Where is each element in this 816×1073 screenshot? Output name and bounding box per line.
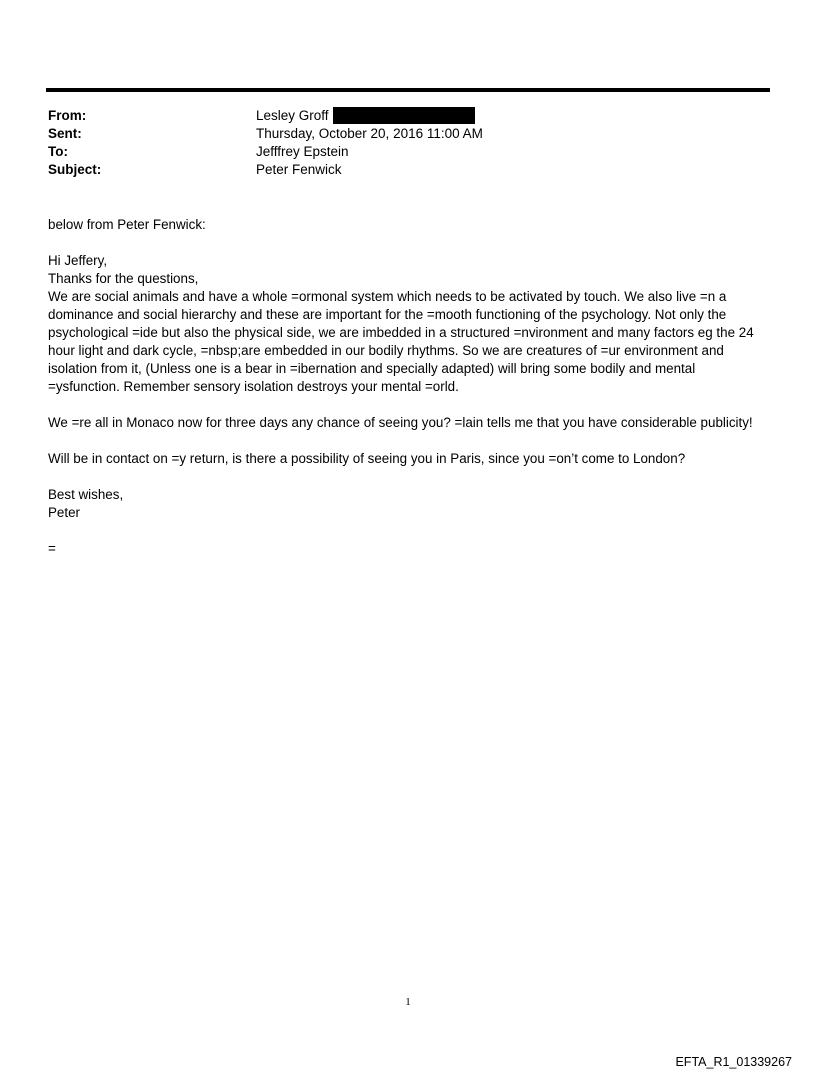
body-line: isolation from it, (Unless one is a bear in =ibernation and specially adapted) will bring some bodily and mental (48, 361, 696, 376)
body-line: =ysfunction. Remember sensory isolation destroys your mental =orld. (48, 379, 459, 394)
to-label: To: (48, 144, 68, 159)
body-line: psychological =ide but also the physical side, we are imbedded in a structured =nvironment and many factors eg the 24 (48, 325, 754, 340)
trailer-line: = (48, 541, 56, 556)
body-line: hour light and dark cycle, =nbsp;are embedded in our bodily rhythms. So we are creatures of =ur environment and (48, 343, 724, 358)
subject-label: Subject: (48, 162, 102, 177)
from-label: From: (48, 108, 87, 123)
contact-paragraph: Will be in contact on =y return, is there a possibility of seeing you in Paris, since you =on’t come to London? (48, 451, 686, 466)
monaco-paragraph: We =re all in Monaco now for three days any chance of seeing you? =lain tells me that you have considerable publicity! (48, 415, 753, 430)
page-number: 1 (405, 996, 411, 1008)
redaction-bar (333, 107, 475, 124)
subject-value: Peter Fenwick (256, 162, 342, 177)
signoff-line: Best wishes, (48, 487, 124, 502)
sent-row (48, 125, 483, 143)
sent-value: Thursday, October 20, 2016 11:00 AM (256, 126, 483, 141)
body-line: We are social animals and have a whole =ormonal system which needs to be activated by touch. We also live =n a (48, 289, 727, 304)
from-value: Lesley Groff (256, 108, 329, 123)
signature-line: Peter (48, 505, 81, 520)
body-line: dominance and social hierarchy and these are important for the =mooth functioning of the psychology. Not only the (48, 307, 727, 322)
to-value: Jefffrey Epstein (256, 144, 349, 159)
header-divider (46, 88, 770, 92)
from-row (48, 107, 483, 125)
to-row (48, 143, 483, 161)
email-header (48, 107, 483, 179)
subject-row (48, 161, 483, 179)
sent-label: Sent: (48, 126, 82, 141)
thanks-line: Thanks for the questions, (48, 271, 199, 286)
document-id: EFTA_R1_01339267 (675, 1055, 792, 1069)
greeting-line: Hi Jeffery, (48, 253, 108, 268)
email-body (48, 216, 772, 558)
intro-line: below from Peter Fenwick: (48, 217, 206, 232)
